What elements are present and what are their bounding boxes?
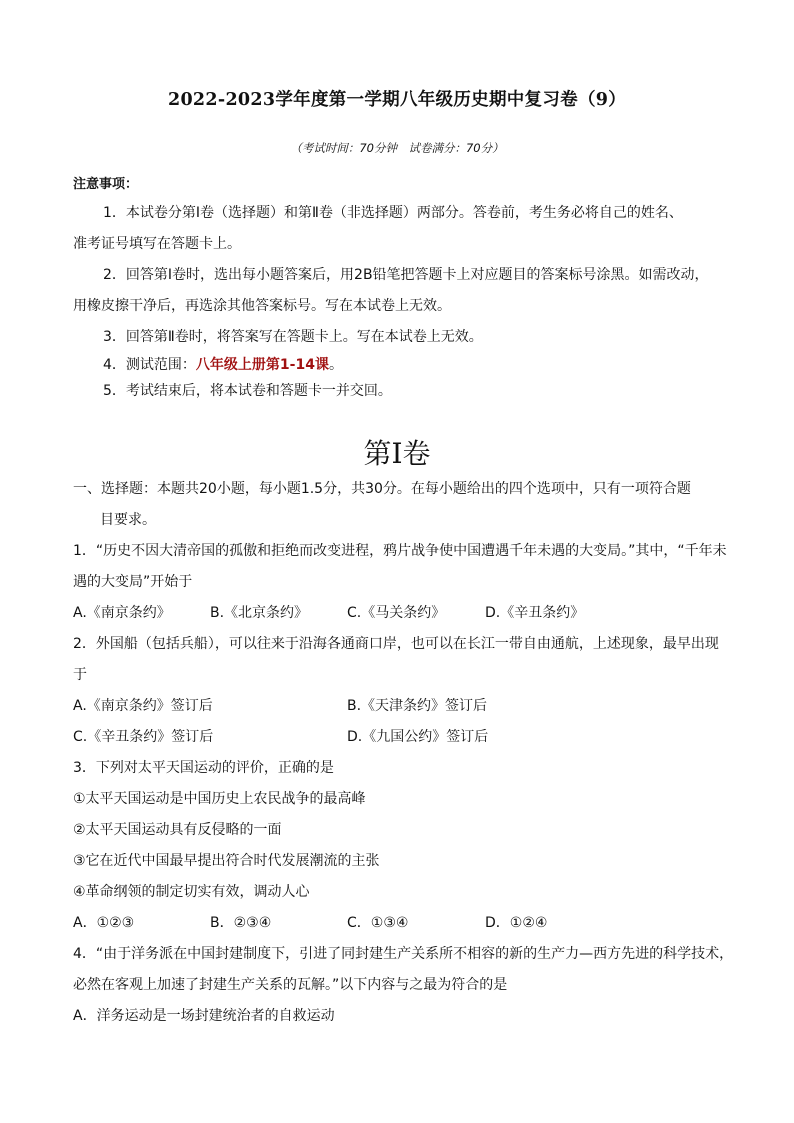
question-4-stem: 4．“由于洋务派在中国封建制度下，引进了同封建生产关系所不相容的新的生产力—西方先进的科学技术， (73, 946, 734, 962)
section-title: 第Ⅰ卷 (363, 437, 431, 470)
question-3-item-4: ④革命纲领的制定切实有效，调动人心 (73, 884, 310, 900)
note-item-1-cont: 准考证号填写在答题卡上。 (73, 236, 241, 252)
question-1-option-c: C.《马关条约》 (347, 605, 446, 621)
question-2-stem: 2．外国船（包括兵船），可以往来于沿海各通商口岸，也可以在长江一带自由通航，上述现象，最早出现 (73, 636, 719, 652)
question-2-option-b: B.《天津条约》签订后 (347, 698, 488, 714)
question-3-stem: 3．下列对太平天国运动的评价，正确的是 (73, 760, 334, 776)
notes-heading: 注意事项： (73, 177, 139, 192)
section-instructions: 一、选择题：本题共20小题，每小题1.5分，共30分。在每小题给出的四个选项中，只有一项符合题 (73, 481, 691, 497)
question-3-option-a: A．①②③ (73, 915, 135, 931)
note-item-2-cont: 用橡皮擦干净后，再选涂其他答案标号。写在本试卷上无效。 (73, 298, 451, 314)
question-3-item-1: ①太平天国运动是中国历史上农民战争的最高峰 (73, 791, 366, 807)
question-1-option-b: B.《北京条约》 (210, 605, 309, 621)
question-1-option-a: A.《南京条约》 (73, 605, 171, 621)
note-item-4-suffix: 。 (328, 357, 343, 373)
question-3-item-3: ③它在近代中国最早提出符合时代发展潮流的主张 (73, 853, 380, 869)
question-3-option-c: C．①③④ (347, 915, 409, 931)
note-item-4 (103, 355, 343, 375)
exam-info: （考试时间：70分钟 试卷满分：70分） (290, 141, 504, 155)
question-1-option-d: D.《辛丑条约》 (485, 605, 585, 621)
question-1-stem: 1．“历史不因大清帝国的孤傲和拒绝而改变进程，鸦片战争使中国遭遇千年未遇的大变局。”其中，“千年未 (73, 543, 727, 559)
note-item-4-prefix: 4．测试范围： (103, 357, 196, 373)
question-3-item-2: ②太平天国运动具有反侵略的一面 (73, 822, 282, 838)
section-instructions-cont: 目要求。 (100, 512, 156, 528)
question-2-option-d: D.《九国公约》签订后 (347, 729, 489, 745)
note-item-2: 2．回答第Ⅰ卷时，选出每小题答案后，用2B铅笔把答题卡上对应题目的答案标号涂黑。如需改动， (103, 267, 709, 283)
note-item-5: 5．考试结束后，将本试卷和答题卡一并交回。 (103, 383, 392, 399)
question-3-option-b: B．②③④ (210, 915, 272, 931)
question-2-option-a: A.《南京条约》签订后 (73, 698, 213, 714)
note-item-3: 3．回答第Ⅱ卷时，将答案写在答题卡上。写在本试卷上无效。 (103, 329, 483, 345)
question-1-stem-cont: 遇的大变局”开始于 (73, 574, 193, 590)
question-2-stem-cont: 于 (73, 667, 87, 683)
note-item-1: 1．本试卷分第Ⅰ卷（选择题）和第Ⅱ卷（非选择题）两部分。答卷前，考生务必将自己的姓名、 (103, 205, 683, 221)
page-title: 2022-2023学年度第一学期八年级历史期中复习卷（9） (167, 90, 627, 110)
question-2-option-c: C.《辛丑条约》签订后 (73, 729, 214, 745)
question-4-stem-cont: 必然在客观上加速了封建生产关系的瓦解。”以下内容与之最为符合的是 (73, 977, 508, 993)
question-3-option-d: D．①②④ (485, 915, 548, 931)
test-range: 八年级上册第1-14课 (195, 357, 329, 373)
question-4-option-a: A．洋务运动是一场封建统治者的自救运动 (73, 1008, 335, 1024)
